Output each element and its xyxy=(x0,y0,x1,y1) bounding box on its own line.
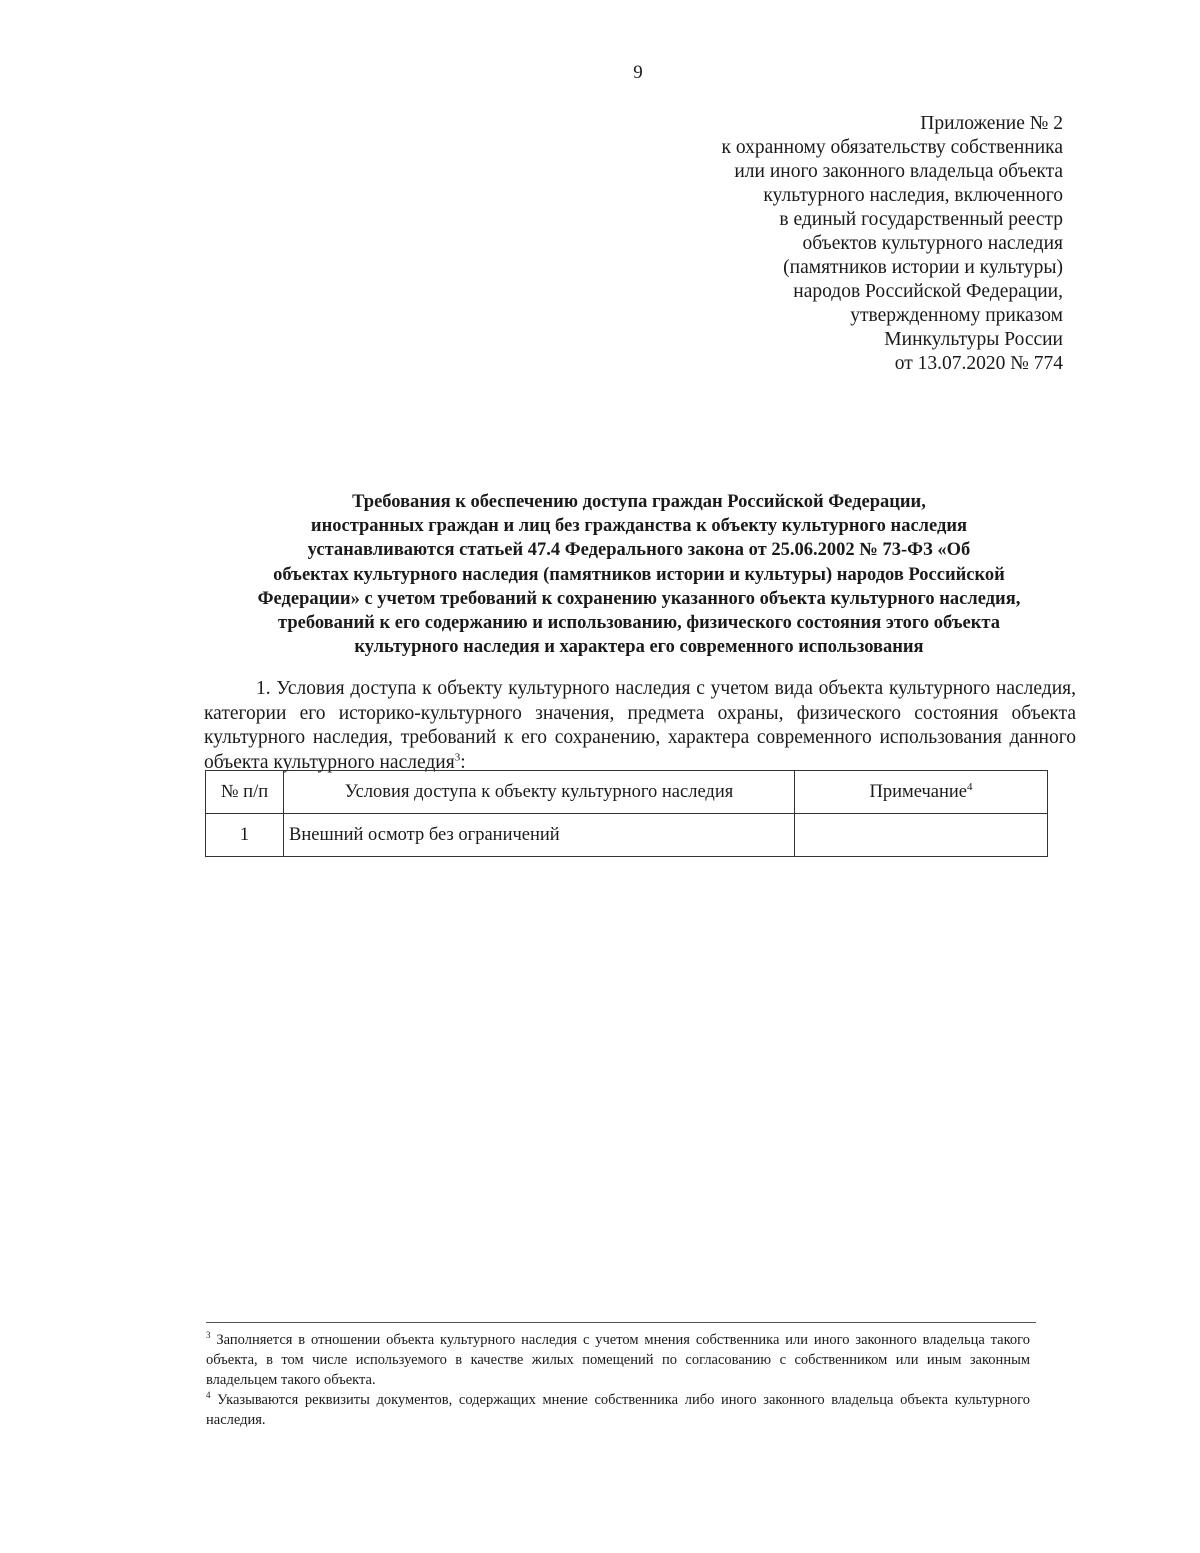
appendix-line: народов Российской Федерации, xyxy=(793,281,1063,302)
table-header-row xyxy=(206,771,1048,814)
footnote-4-text: Указываются реквизиты документов, содержащих мнение собственника либо иного законного владельца объекта культурного наследия. xyxy=(206,1392,1031,1428)
header-number: № п/п xyxy=(206,771,284,814)
appendix-line: утвержденному приказом xyxy=(850,305,1063,326)
footnote-3-marker: 3 xyxy=(206,1330,211,1341)
table-row xyxy=(206,814,1048,857)
row-conditions: Внешний осмотр без ограничений xyxy=(284,814,795,857)
footnote-divider xyxy=(206,1322,1036,1323)
appendix-line: Приложение № 2 xyxy=(920,113,1063,134)
appendix-line: Минкультуры России xyxy=(884,329,1063,350)
title-line: Федерации» с учетом требований к сохранению указанного объекта культурного наследия, xyxy=(257,588,1021,609)
header-note xyxy=(795,771,1048,814)
title-line: Требования к обеспечению доступа граждан Российской Федерации, xyxy=(352,492,926,512)
header-conditions: Условия доступа к объекту культурного наследия xyxy=(284,771,795,814)
title-line: объектах культурного наследия (памятников истории и культуры) народов Российской xyxy=(273,564,1005,585)
footnote-3-text: Заполняется в отношении объекта культурного наследия с учетом мнения собственника или иного законного владельца такого объекта, в том числе используемого в качестве жилых помещений по согласованию с собственником или иным законным владельцем такого объекта. xyxy=(206,1332,1030,1388)
document-title xyxy=(200,490,1078,659)
title-line: культурного наследия и характера его современного использования xyxy=(354,637,924,658)
appendix-line: к охранному обязательству собственника xyxy=(721,137,1063,158)
row-note xyxy=(795,814,1048,857)
footnotes xyxy=(206,1330,1030,1430)
page-number: 9 xyxy=(633,62,643,83)
appendix-line: или иного законного владельца объекта xyxy=(734,161,1063,182)
footnote-4 xyxy=(206,1390,1030,1430)
title-line: устанавливаются статьей 47.4 Федерального закона от 25.06.2002 № 73-ФЗ «Об xyxy=(307,540,971,561)
appendix-line: в единый государственный реестр xyxy=(779,209,1063,230)
header-note-label: Примечание xyxy=(869,781,967,802)
appendix-line: культурного наследия, включенного xyxy=(763,185,1063,206)
title-line: требований к его содержанию и использованию, физического состояния этого объекта xyxy=(278,613,1000,634)
appendix-line: от 13.07.2020 № 774 xyxy=(894,353,1063,374)
appendix-line: (памятников истории и культуры) xyxy=(783,257,1063,278)
paragraph-1-tail: : xyxy=(460,751,466,773)
footnote-ref-4: 4 xyxy=(967,780,973,793)
footnote-4-marker: 4 xyxy=(206,1390,211,1401)
paragraph-1-text: 1. Условия доступа к объекту культурного наследия с учетом вида объекта культурного наследия, категории его историко-культурного значения, предмета охраны, физического состояния объекта культурного наследия, требований к его сохранению, характера современного использования данного объекта культурного наследия xyxy=(204,678,1076,773)
access-conditions-table xyxy=(205,770,1048,857)
footnote-ref-3: 3 xyxy=(454,751,461,763)
paragraph-1 xyxy=(204,677,1076,775)
appendix-line: объектов культурного наследия xyxy=(802,233,1063,254)
footnote-3 xyxy=(206,1330,1030,1390)
row-number: 1 xyxy=(206,814,284,857)
appendix-header xyxy=(583,112,1063,376)
title-line: иностранных граждан и лиц без гражданства к объекту культурного наследия xyxy=(310,516,968,537)
